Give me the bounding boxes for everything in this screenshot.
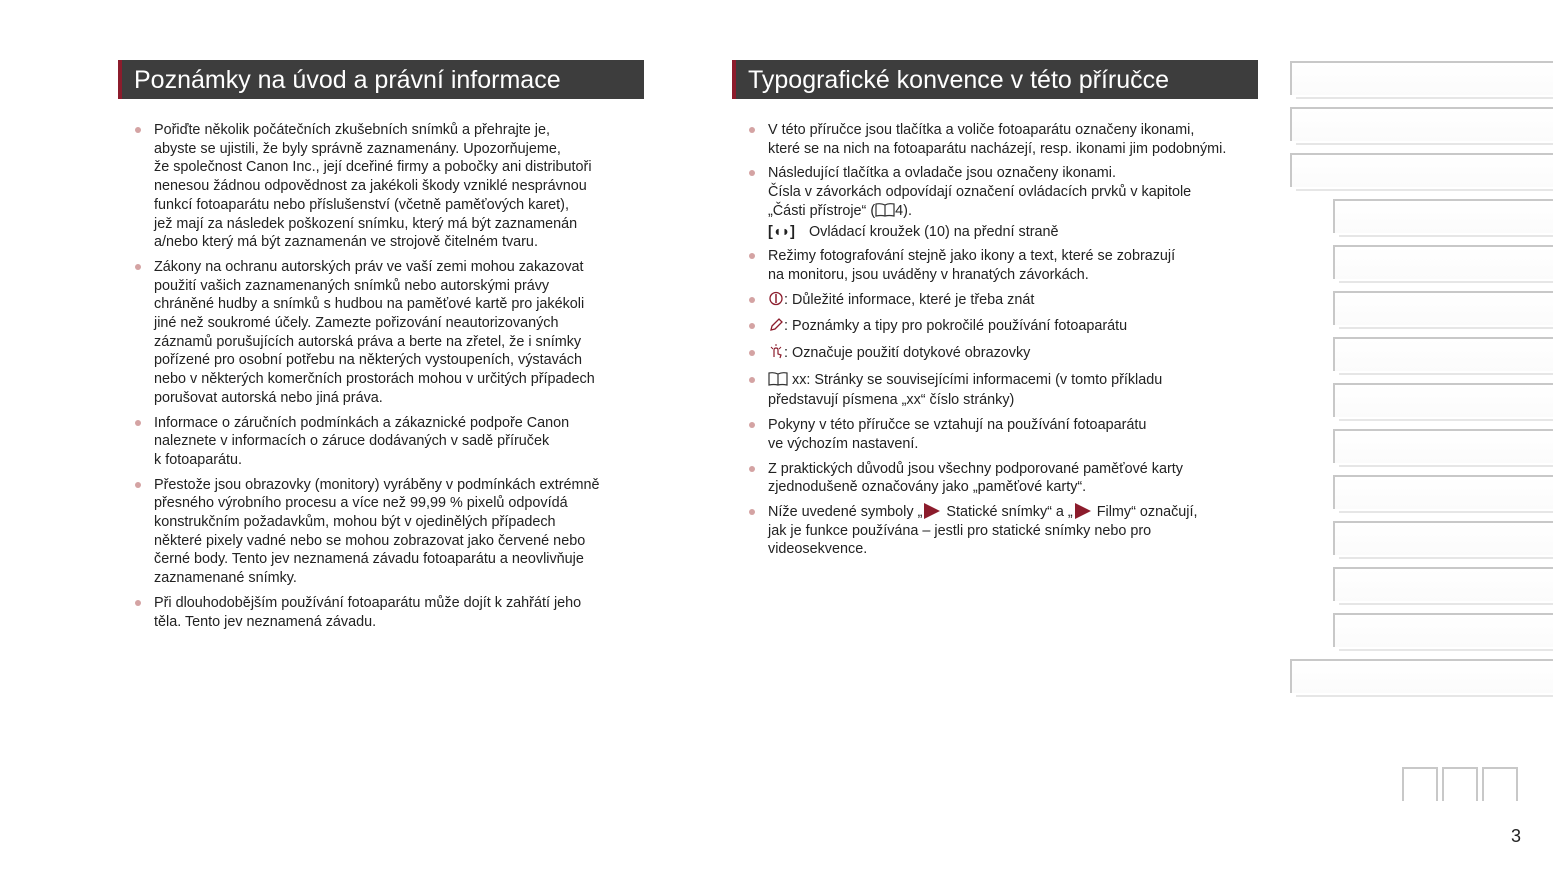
list-item: Pořiďte několik počátečních zkušebních snímků a přehrajte je, abyste se ujistili, že byly správně zaznamenány. Upozorňujeme, že společnost Canon Inc., její dceřiné firmy a pobočky ani distributoři nenesou žádnou odpovědnost za jakékoli škody vzniklé nesprávnou funkcí fotoaparátu nebo příslušenství (včetně paměťových karet), jež mají za následek poškození snímku, který má být zaznamenán a/nebo který má být zaznamenán ve strojově čitelném tvaru. [118, 121, 644, 252]
list-item: V této příručce jsou tlačítka a voliče fotoaparátu označeny ikonami, které se na nich na fotoaparátu nacházejí, resp. ikonami jim podobnými. [732, 121, 1258, 158]
list-item: : Důležité informace, které je třeba znát [732, 291, 1258, 312]
list-item: Přestože jsou obrazovky (monitory) vyráběny v podmínkách extrémně přesného výrobního procesu a více než 99,99 % pixelů odpovídá konstrukčním požadavkům, mohou být v ojedinělých případech některé pixely vadné nebo se mohou zobrazovat jako červené nebo černé body. Tento jev neznamená závadu fotoaparátu a neovlivňuje zaznamenané snímky. [118, 476, 644, 588]
section-title: Poznámky na úvod a právní informace [118, 60, 644, 99]
list-item: Režimy fotografování stejně jako ikony a text, které se zobrazují na monitoru, jsou uváděny v hranatých závorkách. [732, 247, 1258, 284]
bullet-list [118, 121, 644, 631]
page-reference-link[interactable]: 4). [895, 202, 912, 219]
list-item: Při dlouhodobějším používání fotoaparátu může dojít k zahřátí jeho těla. Tento jev neznamená závadu. [118, 594, 644, 631]
list-item: Zákony na ochranu autorských práv ve vaší zemi mohou zakazovat použití vašich zaznamenaných snímků nebo autorskými právy chráněné hudby a snímků s hudbou na paměťové kartě pro jakékoli jiné než soukromé účely. Zamezte pořizování neautorizovaných záznamů porušujících autorská práva a berte na zřetel, že i snímky pořízené pro osobní potřebu na některých vystoupeních, výstavách nebo v některých komerčních prostorách mohou v určitých případech porušovat autorská nebo jiná práva. [118, 258, 644, 408]
chapter-tab[interactable] [1333, 521, 1553, 555]
list-item: : Poznámky a tipy pro pokročilé používání fotoaparátu [732, 317, 1258, 338]
chapter-tab[interactable] [1333, 291, 1553, 325]
nav-button-previous[interactable] [1402, 767, 1438, 801]
list-item: xx: Stránky se souvisejícími informacemi (v tomto příkladu představují písmena „xx“ číslo stránky) [732, 371, 1258, 410]
chapter-tab[interactable] [1333, 429, 1553, 463]
page-number: 3 [1510, 826, 1521, 846]
chapter-tab[interactable] [1290, 153, 1553, 187]
list-item: Následující tlačítka a ovladače jsou označeny ikonami. Čísla v závorkách odpovídají označení ovládacích prvků v kapitole „Části přístroje“ ( 4). [◖◗] Ovládací kroužek (10) na přední straně [732, 164, 1258, 241]
bullet-list [732, 121, 1258, 559]
list-item: Pokyny v této příručce se vztahují na používání fotoaparátu ve výchozím nastavení. [732, 416, 1258, 453]
chapter-tab[interactable] [1333, 337, 1553, 371]
chapter-tab[interactable] [1333, 245, 1553, 279]
important-icon [768, 291, 784, 312]
still-images-icon [924, 503, 940, 519]
section-conventions [732, 60, 1258, 565]
book-icon [768, 372, 788, 392]
control-ring-icon: [◖◗] [768, 223, 795, 240]
section-intro-legal [118, 60, 644, 637]
chapter-tab[interactable] [1290, 659, 1553, 693]
list-item: Níže uvedené symboly „ Statické snímky“ a „ Filmy“ označují, jak je funkce používána – jestli pro statické snímky nebo pro videosekvence. [732, 503, 1258, 559]
chapter-tab[interactable] [1290, 107, 1553, 141]
movies-icon [1075, 503, 1091, 519]
section-title: Typografické konvence v této příručce [732, 60, 1258, 99]
chapter-tab[interactable] [1333, 383, 1553, 417]
chapter-tab[interactable] [1290, 61, 1553, 95]
chapter-tab[interactable] [1333, 567, 1553, 601]
list-item: Informace o záručních podmínkách a zákaznické podpoře Canon naleznete v informacích o záruce dodávaných v sadě příruček k fotoaparátu. [118, 414, 644, 470]
list-item: : Označuje použití dotykové obrazovky [732, 344, 1258, 365]
touch-icon [768, 344, 784, 365]
list-item: Z praktických důvodů jsou všechny podporované paměťové karty zjednodušeně označovány jako „paměťové karty“. [732, 460, 1258, 497]
chapter-tab[interactable] [1333, 613, 1553, 647]
book-icon [875, 203, 895, 223]
nav-button-next[interactable] [1482, 767, 1518, 801]
chapter-tab[interactable] [1333, 475, 1553, 509]
chapter-tab[interactable] [1333, 199, 1553, 233]
pencil-icon [768, 317, 784, 338]
nav-button-home[interactable] [1442, 767, 1478, 801]
